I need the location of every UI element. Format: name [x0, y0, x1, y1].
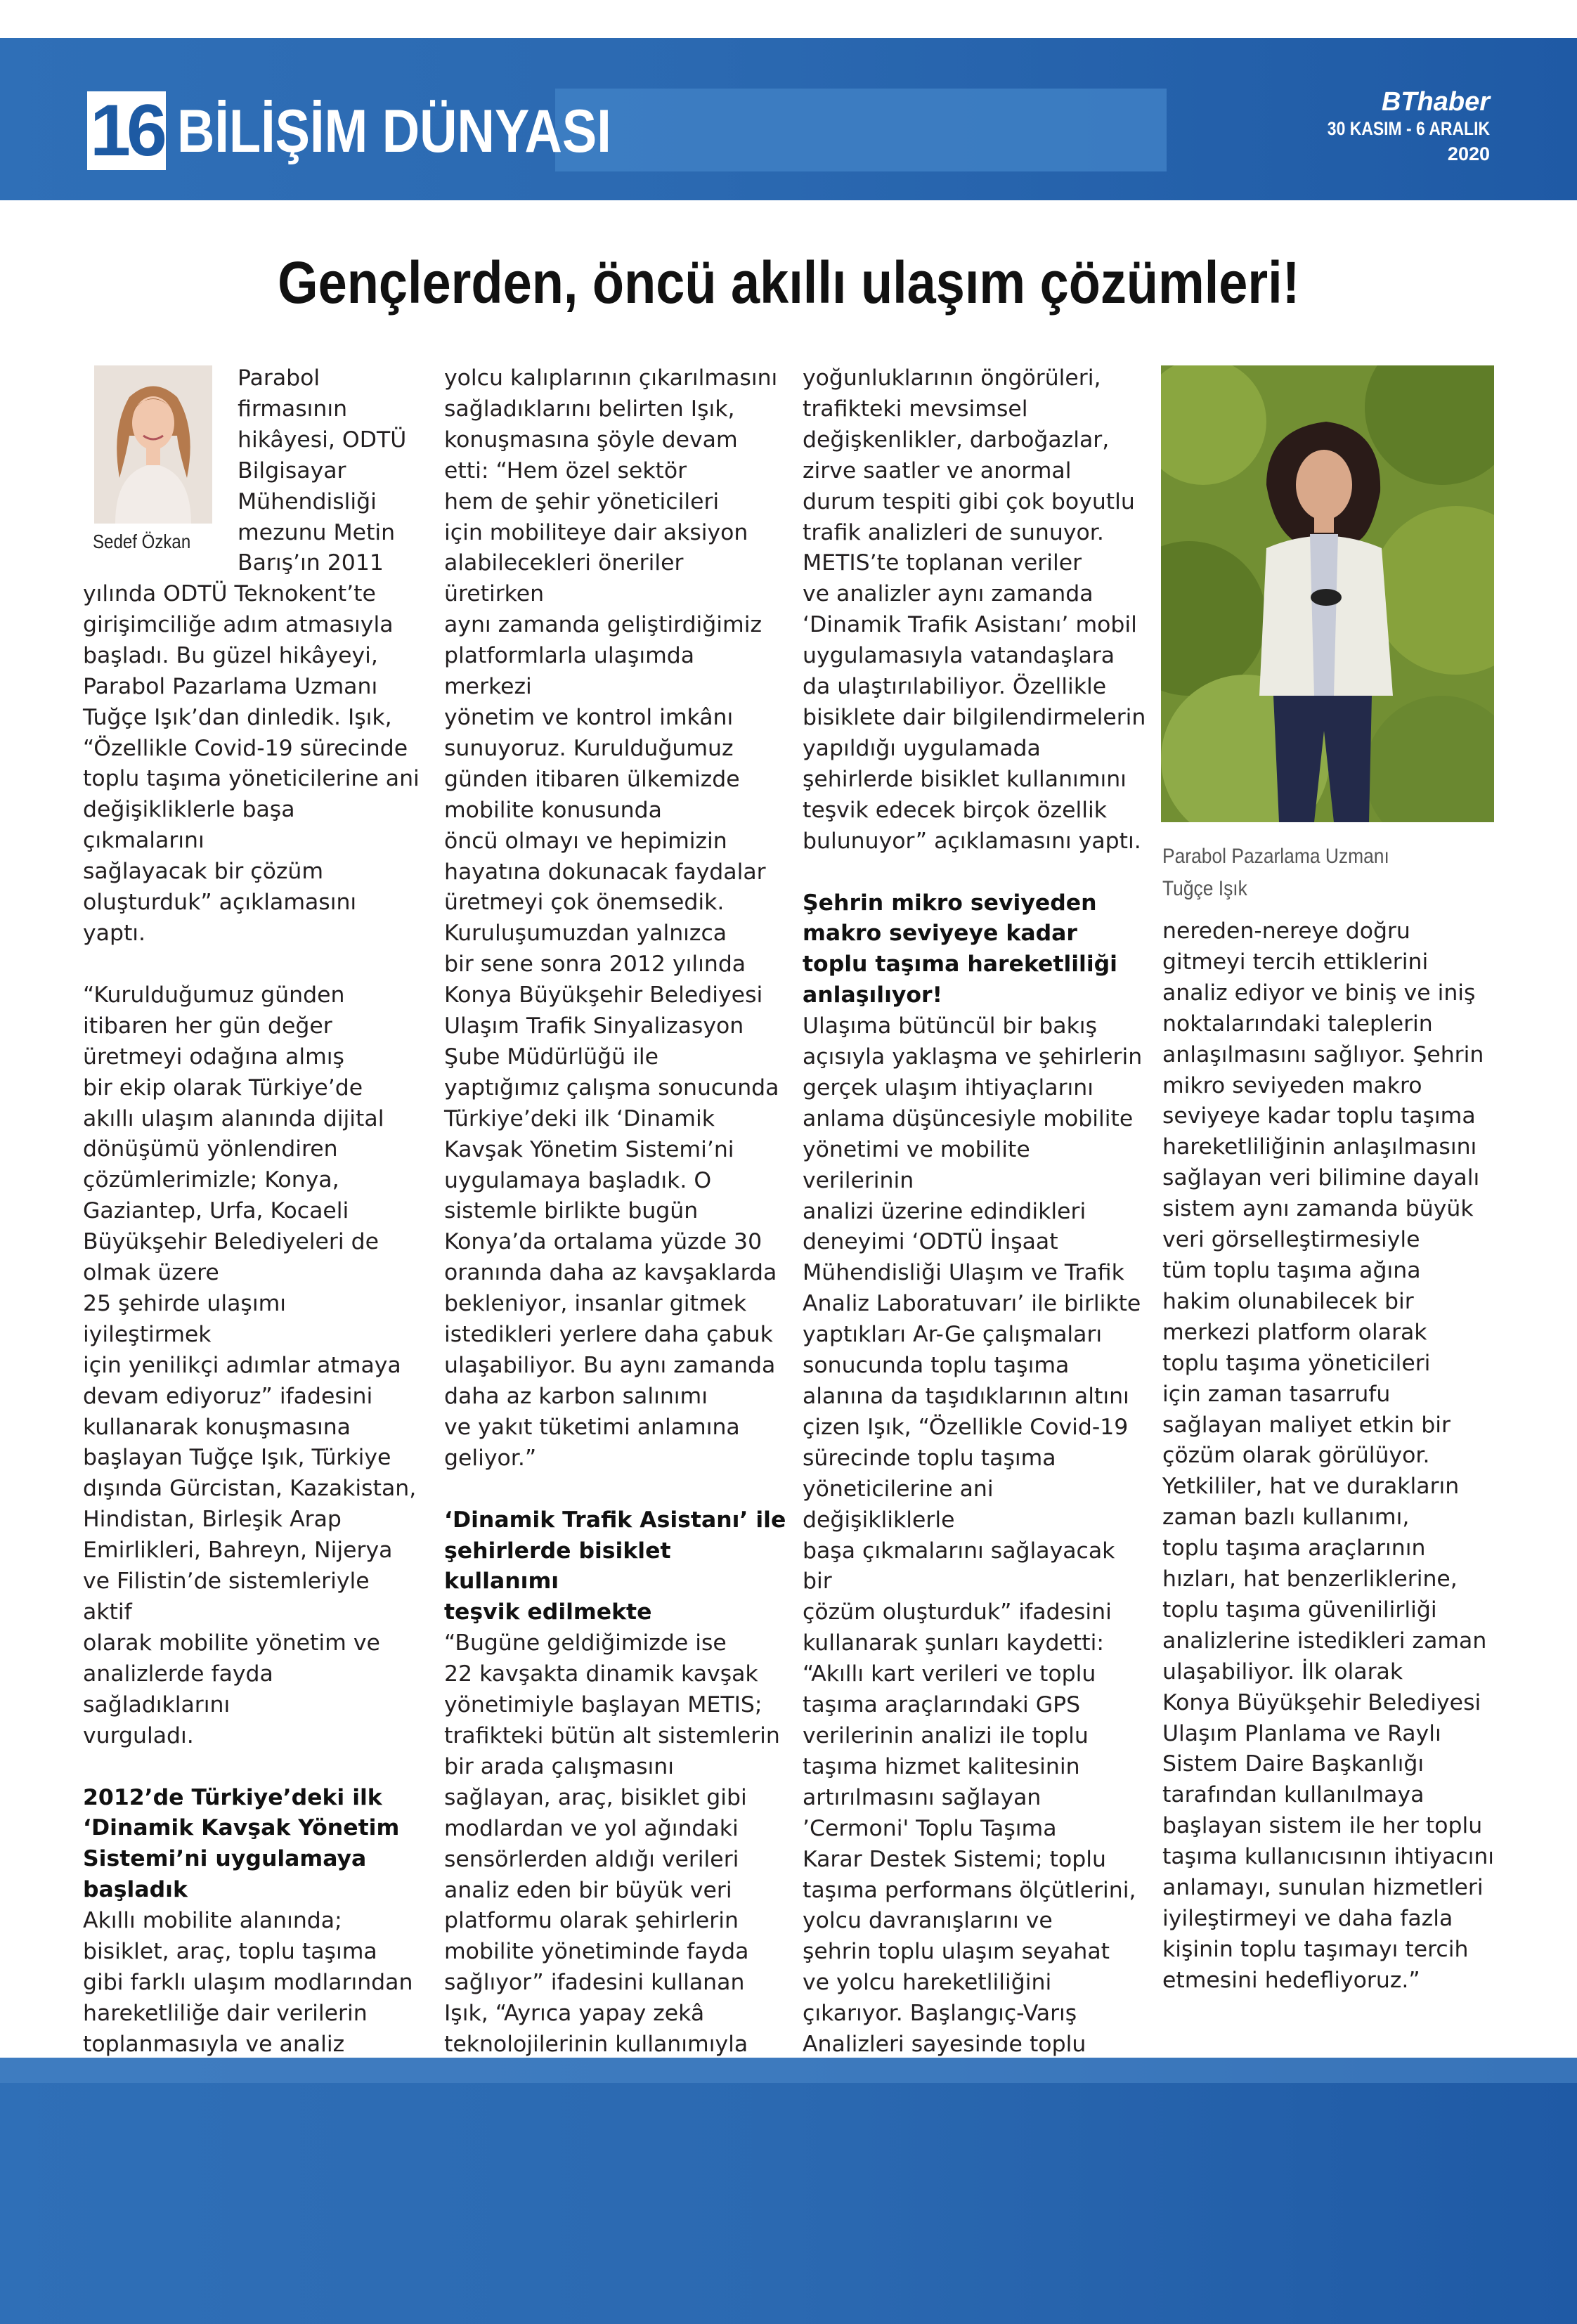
col1-wrap-line: mezunu Metin	[238, 519, 396, 545]
text-line: Kuruluşumuzdan yalnızca	[444, 921, 727, 947]
subheading-line: ‘Dinamik Kavşak Yönetim	[83, 1815, 400, 1841]
text-line: hareketliliğe dair verilerin	[83, 2000, 368, 2026]
text-line: ulaşabiliyor. İlk olarak	[1162, 1658, 1403, 1684]
text-line: Karar Destek Sistemi; toplu	[803, 1846, 1106, 1872]
text-line: analiz eden bir büyük veri	[444, 1877, 732, 1903]
text-line: üretmeyi odağına almış	[83, 1044, 344, 1070]
text-line: açısıyla yaklaşma ve şehirlerin	[803, 1044, 1143, 1070]
text-line: ve yolcu hareketliliğini	[803, 1970, 1052, 1996]
text-line: tarafından kullanılmaya	[1162, 1782, 1425, 1808]
text-line: üretmeyi çok önemsedik.	[444, 890, 725, 916]
text-line: analizlerde fayda sağladıklarını	[83, 1661, 273, 1718]
text-line: nereden-nereye doğru	[1162, 918, 1410, 944]
text-line: uygulamaya başladık. O	[444, 1167, 712, 1193]
page-number: 16	[87, 91, 166, 170]
text-line: taşıma hizmet kalitesinin	[803, 1753, 1080, 1779]
text-line: Gaziantep, Urfa, Kocaeli	[83, 1198, 349, 1224]
subheading-line: Şehrin mikro seviyeden	[803, 890, 1097, 916]
text-line: şehirlerde bisiklet kullanımını	[803, 766, 1127, 792]
text-line: bir ekip olarak Türkiye’de	[83, 1075, 363, 1101]
text-line: çıkarıyor. Başlangıç-Varış	[803, 2001, 1077, 2027]
paragraph-gap	[83, 949, 420, 980]
text-line: artırılmasını sağlayan	[803, 1784, 1041, 1810]
author-portrait	[94, 365, 212, 524]
text-line: yaptığımız çalışma sonucunda	[444, 1075, 779, 1101]
text-line: seviyeye kadar toplu taşıma	[1162, 1103, 1476, 1129]
text-line: başa çıkmalarını sağlayacak bir	[803, 1538, 1115, 1595]
text-line: iyileştirmeyi ve daha fazla	[1162, 1906, 1453, 1931]
text-line: bisiklete dair bilgilendirmelerin	[803, 704, 1146, 730]
issue-date: 30 KASIM - 6 ARALIK	[1327, 118, 1490, 139]
text-line: Analizleri sayesinde toplu	[803, 2032, 1086, 2058]
text-line: zaman bazlı kullanımı,	[1162, 1505, 1410, 1531]
text-line: deneyimi ‘ODTÜ İnşaat	[803, 1229, 1058, 1255]
text-line: taşıma araçlarındaki GPS	[803, 1692, 1081, 1718]
text-line: toplu taşıma araçlarının	[1162, 1536, 1426, 1562]
text-line: kişinin toplu taşımayı tercih	[1162, 1936, 1469, 1962]
text-line: yaptıkları Ar-Ge çalışmaları	[803, 1322, 1103, 1348]
text-line: ulaşabiliyor. Bu aynı zamanda	[444, 1353, 776, 1378]
column-4	[1162, 916, 1500, 1997]
author-name-caption: Sedef Özkan	[93, 531, 191, 552]
text-line: zirve saatler ve anormal	[803, 457, 1072, 483]
text-line: hızları, hat benzerliklerine,	[1162, 1566, 1458, 1592]
text-line: anlaşılmasını sağlıyor. Şehrin	[1162, 1041, 1484, 1067]
text-line: Şube Müdürlüğü ile	[444, 1044, 658, 1070]
text-line: tüm toplu taşıma ağına	[1162, 1257, 1421, 1283]
text-line: Konya Büyükşehir Belediyesi	[444, 982, 763, 1008]
text-line: yönetim ve kontrol imkânı	[444, 704, 734, 730]
text-line: geliyor.”	[444, 1445, 537, 1471]
text-line: ve analizler aynı zamanda	[803, 581, 1093, 607]
text-line: Analiz Laboratuvarı’ ile birlikte	[803, 1291, 1141, 1317]
text-line: etmesini hedefliyoruz.”	[1162, 1967, 1420, 1993]
text-line: Hindistan, Birleşik Arap	[83, 1507, 342, 1533]
text-line: başladı. Bu güzel hikâyeyi,	[83, 642, 378, 668]
text-line: için mobiliteye dair aksiyon	[444, 519, 748, 545]
text-line: ’Cermoni' Toplu Taşıma	[803, 1815, 1057, 1841]
text-line: için zaman tasarrufu	[1162, 1381, 1391, 1407]
text-line: olarak mobilite yönetim ve	[83, 1630, 380, 1656]
text-line: kullanarak konuşmasına	[83, 1414, 351, 1440]
text-line: METIS’te toplanan veriler	[803, 550, 1082, 576]
text-line: bekleniyor, insanlar gitmek	[444, 1291, 747, 1317]
text-line: merkezi platform olarak	[1162, 1319, 1427, 1345]
text-line: sistem aynı zamanda büyük	[1162, 1196, 1474, 1222]
text-line: dönüşümü yönlendiren	[83, 1136, 338, 1162]
text-line: toplu taşıma yöneticileri	[1162, 1350, 1431, 1376]
text-line: sağlıyor” ifadesini kullanan	[444, 1970, 745, 1996]
col1-wrap-text	[238, 363, 420, 579]
text-line: trafikteki bütün alt sistemlerin	[444, 1722, 780, 1748]
text-line: dışında Gürcistan, Kazakistan,	[83, 1476, 417, 1502]
page-footer	[0, 2058, 1577, 2324]
text-line: Büyükşehir Belediyeleri de	[83, 1229, 379, 1255]
col1-wrap-line: hikâyesi, ODTÜ	[238, 427, 407, 453]
col1-wrap-line: Barış’ın 2011	[238, 550, 384, 576]
text-line: analiz ediyor ve biniş ve iniş	[1162, 980, 1476, 1006]
text-line: yoğunluklarının öngörüleri,	[803, 365, 1101, 391]
text-line: sağlayan maliyet etkin bir	[1162, 1412, 1451, 1438]
text-line: bulunuyor” açıklamasını yaptı.	[803, 828, 1141, 854]
text-line: gibi farklı ulaşım modlarından	[83, 1969, 413, 1995]
text-line: platformu olarak şehirlerin	[444, 1908, 739, 1934]
text-line: gitmeyi tercih ettiklerini	[1162, 949, 1429, 975]
paragraph-gap	[803, 857, 1147, 888]
text-line: teknolojilerinin kullanımıyla	[444, 2032, 748, 2058]
text-line: taşıma performans ölçütlerini,	[803, 1877, 1136, 1903]
text-line: sonucunda toplu taşıma	[803, 1353, 1070, 1379]
text-line: noktalarındaki taleplerin	[1162, 1011, 1433, 1037]
text-line: sağlayan veri bilimine dayalı	[1162, 1165, 1480, 1191]
text-line: çözümlerimizle; Konya,	[83, 1167, 339, 1193]
text-line: trafikteki mevsimsel	[803, 396, 1028, 422]
text-line: yolcu davranışlarını ve	[803, 1908, 1053, 1934]
subheading-line: Sistemi’ni uygulamaya	[83, 1846, 367, 1872]
portrait-illustration	[94, 365, 212, 524]
text-line: ve Filistin’de sistemleriyle aktif	[83, 1569, 370, 1625]
text-line: Konya’da ortalama yüzde 30	[444, 1229, 762, 1255]
text-line: teşvik edecek birçok özellik	[803, 797, 1108, 823]
text-line: mikro seviyeden makro	[1162, 1072, 1422, 1098]
text-line: çözüm olarak görülüyor.	[1162, 1443, 1430, 1469]
text-line: verilerinin analizi ile toplu	[803, 1722, 1089, 1748]
photo-caption-line: Tuğçe Işık	[1162, 877, 1247, 900]
text-line: Mühendisliği Ulaşım ve Trafik	[803, 1260, 1124, 1286]
col1-wrap-line: Mühendisliği	[238, 488, 377, 514]
text-line: ve yakıt tüketimi anlamına	[444, 1414, 740, 1440]
text-line: başlayan sistem ile her toplu	[1162, 1813, 1483, 1839]
text-line: için yenilikçi adımlar atmaya	[83, 1352, 401, 1378]
text-line: hayatına dokunacak faydalar	[444, 859, 766, 885]
text-line: modlardan ve yol ağındaki	[444, 1815, 739, 1841]
text-line: bir arada çalışmasını	[444, 1753, 674, 1779]
text-line: trafik analizleri de sunuyor.	[803, 519, 1104, 545]
text-line: platformlarla ulaşımda merkezi	[444, 643, 695, 700]
text-line: Parabol Pazarlama Uzmanı	[83, 673, 378, 699]
text-line: sağlayacak bir çözüm	[83, 859, 324, 885]
text-line: çözüm oluşturduk” ifadesini	[803, 1599, 1112, 1625]
text-line: “Bugüne geldiğimizde ise	[444, 1630, 727, 1656]
text-line: yılında ODTÜ Teknokent’te	[83, 581, 376, 606]
text-line: bir sene sonra 2012 yılında	[444, 952, 746, 978]
text-line: vurguladı.	[83, 1722, 194, 1748]
text-line: alabilecekleri öneriler üretirken	[444, 550, 684, 607]
text-line: etti: “Hem özel sektör	[444, 457, 687, 483]
text-line: sürecinde toplu taşıma	[803, 1445, 1056, 1471]
text-line: gerçek ulaşım ihtiyaçlarını	[803, 1075, 1094, 1101]
subheading-line: toplu taşıma hareketliliği	[803, 952, 1117, 978]
text-line: çizen Işık, “Özellikle Covid-19	[803, 1414, 1129, 1440]
text-line: Ulaşıma bütüncül bir bakış	[803, 1013, 1097, 1039]
text-line: sensörlerden aldığı verileri	[444, 1846, 739, 1872]
text-line: 22 kavşakta dinamik kavşak	[444, 1661, 758, 1687]
text-line: istedikleri yerlere daha çabuk	[444, 1322, 773, 1348]
column-3	[803, 363, 1147, 2091]
photo-caption	[1162, 840, 1389, 905]
text-line: Tuğçe Işık’dan dinledik. Işık,	[83, 704, 392, 730]
page-header	[0, 38, 1577, 200]
text-line: analizlerine istedikleri zaman	[1162, 1628, 1487, 1654]
text-line: aynı zamanda geliştirdiğimiz	[444, 612, 762, 638]
text-line: yönetimiyle başlayan METIS;	[444, 1692, 762, 1718]
text-line: “Kurulduğumuz günden	[83, 982, 345, 1008]
text-line: uygulamasıyla vatandaşlara	[803, 643, 1115, 669]
text-line: şehrin toplu ulaşım seyahat	[803, 1939, 1110, 1965]
text-line: Yetkililer, hat ve durakların	[1162, 1474, 1460, 1500]
text-line: konuşmasına şöyle devam	[444, 427, 738, 453]
issue-year: 2020	[1447, 143, 1490, 164]
text-line: değişkenlikler, darboğazlar,	[803, 427, 1110, 453]
text-line: ‘Dinamik Trafik Asistanı’ mobil	[803, 612, 1137, 638]
text-line: oranında daha az kavşaklarda	[444, 1260, 777, 1286]
col1-wrap-line: Parabol	[238, 365, 320, 391]
paragraph-gap	[444, 1474, 788, 1505]
subheading-line: anlaşılıyor!	[803, 982, 942, 1008]
text-line: hem de şehir yöneticileri	[444, 488, 720, 514]
text-line: “Özellikle Covid-19 sürecinde	[83, 735, 408, 761]
text-line: toplu taşıma yöneticilerine ani	[83, 766, 420, 792]
text-line: öncü olmayı ve hepimizin	[444, 828, 727, 854]
text-line: bisiklet, araç, toplu taşıma	[83, 1939, 377, 1965]
text-line: Ulaşım Planlama ve Raylı	[1162, 1720, 1441, 1746]
text-line: girişimciliğe adım atmasıyla	[83, 611, 394, 637]
text-line: başlayan Tuğçe Işık, Türkiye	[83, 1445, 391, 1471]
text-line: durum tespiti gibi çok boyutlu	[803, 488, 1135, 514]
text-line: anlama düşüncesiyle mobilite	[803, 1105, 1134, 1131]
text-line: da ulaştırılabiliyor. Özellikle	[803, 674, 1107, 700]
text-line: mobilite yönetiminde fayda	[444, 1939, 749, 1965]
text-line: sağlayan, araç, bisiklet gibi	[444, 1784, 747, 1810]
photo-illustration	[1161, 365, 1494, 822]
article-headline	[0, 247, 1577, 318]
text-line: veri görselleştirmesiyle	[1162, 1227, 1420, 1253]
text-line: kullanarak şunları kaydetti:	[803, 1630, 1105, 1656]
interviewee-photo	[1161, 365, 1494, 822]
text-line: taşıma kullanıcısının ihtiyacını	[1162, 1844, 1495, 1870]
text-line: Işık, “Ayrıca yapay zekâ	[444, 2001, 705, 2027]
text-line: mobilite konusunda	[444, 797, 662, 823]
text-line: Sistem Daire Başkanlığı	[1162, 1751, 1425, 1777]
text-line: Akıllı mobilite alanında;	[83, 1908, 342, 1934]
text-line: yönetimi ve mobilite verilerinin	[803, 1136, 1030, 1193]
subheading-line: başladık	[83, 1877, 188, 1903]
subheading-line: teşvik edilmekte	[444, 1599, 652, 1625]
text-line: 25 şehirde ulaşımı iyileştirmek	[83, 1290, 287, 1347]
text-line: itibaren her gün değer	[83, 1013, 332, 1039]
text-line: Emirlikleri, Bahreyn, Nijerya	[83, 1538, 393, 1564]
subheading-line: şehirlerde bisiklet kullanımı	[444, 1538, 671, 1595]
text-line: hareketliliğinin anlaşılmasını	[1162, 1134, 1477, 1160]
paragraph-gap	[83, 1752, 420, 1783]
text-line: devam ediyoruz” ifadesini	[83, 1383, 373, 1409]
headline-text: Gençlerden, öncü akıllı ulaşım çözümleri!	[277, 249, 1300, 316]
text-line: alanına da taşıdıklarının altını	[803, 1384, 1129, 1409]
col1-wrap-line: firmasının	[238, 396, 348, 422]
text-line: sistemle birlikte bugün	[444, 1198, 699, 1224]
text-line: anlamayı, sunulan hizmetleri	[1162, 1875, 1484, 1901]
column-2	[444, 363, 788, 2091]
brand-logo: BThaber	[1381, 87, 1490, 117]
text-line: toplu taşıma güvenilirliği	[1162, 1597, 1437, 1623]
header-band	[555, 89, 1167, 171]
text-line: toplanmasıyla ve analiz	[83, 2031, 345, 2057]
text-line: “Akıllı kart verileri ve toplu	[803, 1661, 1096, 1687]
text-line: olmak üzere	[83, 1260, 219, 1286]
subheading-line: 2012’de Türkiye’deki ilk	[83, 1784, 382, 1810]
text-line: hakim olunabilecek bir	[1162, 1288, 1414, 1314]
text-line: analizi üzerine edindikleri	[803, 1198, 1086, 1224]
text-line: yöneticilerine ani değişikliklerle	[803, 1476, 994, 1533]
subheading-line: makro seviyeye kadar	[803, 921, 1077, 947]
text-line: değişikliklerle başa çıkmalarını	[83, 797, 295, 854]
subheading-line: ‘Dinamik Trafik Asistanı’ ile	[444, 1507, 786, 1533]
text-line: sağladıklarını belirten Işık,	[444, 396, 735, 422]
text-line: oluşturduk” açıklamasını yaptı.	[83, 890, 357, 946]
text-line: daha az karbon salınımı	[444, 1383, 708, 1409]
text-line: sunuyoruz. Kurulduğumuz	[444, 735, 734, 761]
text-line: akıllı ulaşım alanında dijital	[83, 1105, 384, 1131]
col1-wrap-line: Bilgisayar	[238, 457, 346, 483]
section-title: BİLİŞİM DÜNYASI	[177, 98, 611, 165]
text-line: yolcu kalıplarının çıkarılmasını	[444, 365, 778, 391]
text-line: günden itibaren ülkemizde	[444, 766, 740, 792]
column-1	[83, 579, 420, 2153]
photo-caption-line: Parabol Pazarlama Uzmanı	[1162, 845, 1389, 868]
text-line: Kavşak Yönetim Sistemi’ni	[444, 1136, 734, 1162]
text-line: Ulaşım Trafik Sinyalizasyon	[444, 1013, 744, 1039]
text-line: Konya Büyükşehir Belediyesi	[1162, 1689, 1481, 1715]
text-line: yapıldığı uygulamada	[803, 735, 1041, 761]
text-line: Türkiye’deki ilk ‘Dinamik	[444, 1105, 715, 1131]
